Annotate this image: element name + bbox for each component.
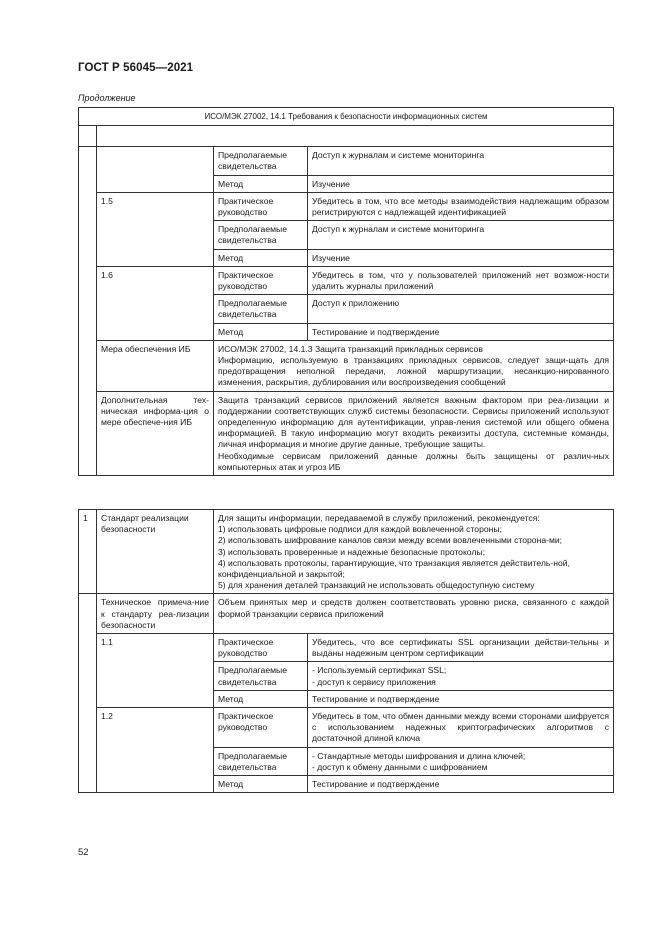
table-cell-type: Метод (214, 175, 308, 192)
table-cell-content: Убедитесь в том, что все методы взаимодействия надлежащим образом регистрируются с надлежащей идентификацией (308, 192, 614, 220)
table-row-spacer (79, 126, 614, 147)
table-cell-content: Доступ к журналам и системе мониторинга (308, 147, 614, 175)
table-row-measure (79, 340, 614, 391)
standard-text: Для защиты информации, передаваемой в службу приложений, рекомендуется: 1) использовать цифровые подписи для каждой вовлеченной стороны; 2) использовать шифрование каналов связи между всеми вовлеченными сторона-ми; 3) использовать проверенные и надежные безопасные протоколы; 4) использовать протоколы, гарантирующие, что транзакция является действитель-ной, конфиденциальной и закрытой; 5) для хранения деталей транзакций не использовать общедоступную систему (214, 510, 614, 594)
table-cell-type: Метод (214, 323, 308, 340)
table-cell-type: Практическое руководство (214, 708, 308, 748)
table-cell-type: Предполагаемые свидетельства (214, 295, 308, 323)
table-heading-row (79, 108, 614, 126)
table-row (79, 266, 614, 294)
table-cell-content: Убедитесь в том, что у пользователей приложений нет возмож-ности удалить журналы приложений (308, 266, 614, 294)
table-row-standard (79, 510, 614, 594)
table-cell-type: Предполагаемые свидетельства (214, 662, 308, 690)
table-cell-number: 1.5 (97, 192, 214, 266)
table-cell-number: 1.6 (97, 266, 214, 340)
table-cell-type: Предполагаемые свидетельства (214, 147, 308, 175)
table-row (79, 708, 614, 748)
table-cell-empty (97, 126, 614, 147)
table-cell-content: - Стандартные методы шифрования и длина ключей; - доступ к обмену данными с шифрованием (308, 747, 614, 775)
document-standard-code: ГОСТ Р 56045—2021 (78, 62, 194, 74)
table-row-additional-info (79, 391, 614, 475)
table-cell-content: Убедитесь в том, что обмен данными между всеми сторонами шифруется с использованием надежных криптографических алгоритмов с достаточной длиной ключа (308, 708, 614, 748)
table-cell-content: Изучение (308, 175, 614, 192)
measure-text: ИСО/МЭК 27002, 14.1.3 Защита транзакций прикладных сервисов Информацию, используемую в транзакциях прикладных сервисов, следует защи-щать для предотвращения неполной передачи, ложной маршрутизации, несанкцио-нированного изменения, раскрытия, дублирования или воспроизведения сообщений (214, 340, 614, 391)
measure-label: Мера обеспечения ИБ (97, 340, 214, 391)
table-row (79, 634, 614, 662)
table-cell-content: Убедитесь, что все сертификаты SSL организации действи-тельны и выданы надежным центром сертификации (308, 634, 614, 662)
standard-label: Стандарт реализации безопасности (97, 510, 214, 594)
table-cell-content: Тестирование и подтверждение (308, 776, 614, 793)
table-cell-content: Доступ к приложению (308, 295, 614, 323)
tech-note-text: Объем принятых мер и средств должен соответствовать уровню риска, связанного с каждой формой транзакции сервиса приложений (214, 594, 614, 634)
table-cell-type: Практическое руководство (214, 266, 308, 294)
table-cell-number: 1.2 (97, 708, 214, 793)
table-cell-number: 1.1 (97, 634, 214, 708)
table-heading: ИСО/МЭК 27002, 14.1 Требования к безопасности информационных систем (79, 108, 614, 126)
standard-number: 1 (79, 510, 97, 594)
requirements-table-continued (78, 509, 614, 793)
table-cell-index-column (79, 147, 97, 476)
table-cell-type: Метод (214, 249, 308, 266)
requirements-table (78, 107, 614, 476)
table-cell-number (97, 147, 214, 193)
table-cell-content: Изучение (308, 249, 614, 266)
table-row (79, 147, 614, 175)
table-cell-content: Доступ к журналам и системе мониторинга (308, 221, 614, 249)
table-cell-index-column (79, 594, 97, 793)
table-cell-content: Тестирование и подтверждение (308, 323, 614, 340)
table-cell-type: Метод (214, 776, 308, 793)
table-cell-type: Практическое руководство (214, 192, 308, 220)
table-cell-content: - Используемый сертификат SSL; - доступ к сервису приложения (308, 662, 614, 690)
table-cell-content: Тестирование и подтверждение (308, 690, 614, 707)
table-cell-empty (79, 126, 97, 147)
continuation-label: Продолжение (78, 93, 136, 103)
page-number: 52 (78, 847, 89, 858)
table-cell-type: Метод (214, 690, 308, 707)
table-row (79, 192, 614, 220)
additional-info-label: Дополнительная тех-ническая информа-ция о мере обеспече-ния ИБ (97, 391, 214, 475)
tech-note-label: Техническое примеча-ние к стандарту реа-лизации безопасности (97, 594, 214, 634)
table-cell-type: Практическое руководство (214, 634, 308, 662)
table-row-tech-note (79, 594, 614, 634)
table-cell-type: Предполагаемые свидетельства (214, 221, 308, 249)
additional-info-text: Защита транзакций сервисов приложений является важным фактором при реа-лизации и поддержании соответствующих служб системы безопасности. Сервисы приложений используют определенную информацию для аутентификации, управ-ления системой или общего обмена информацией. В такую информацию могут входить реквизиты доступа, системные команды, личная информация и многие другие данные, требующие защиты. Необходимые сервисам приложений данные должны быть защищены от различ-ных компьютерных атак и угроз ИБ (214, 391, 614, 475)
table-cell-type: Предполагаемые свидетельства (214, 747, 308, 775)
